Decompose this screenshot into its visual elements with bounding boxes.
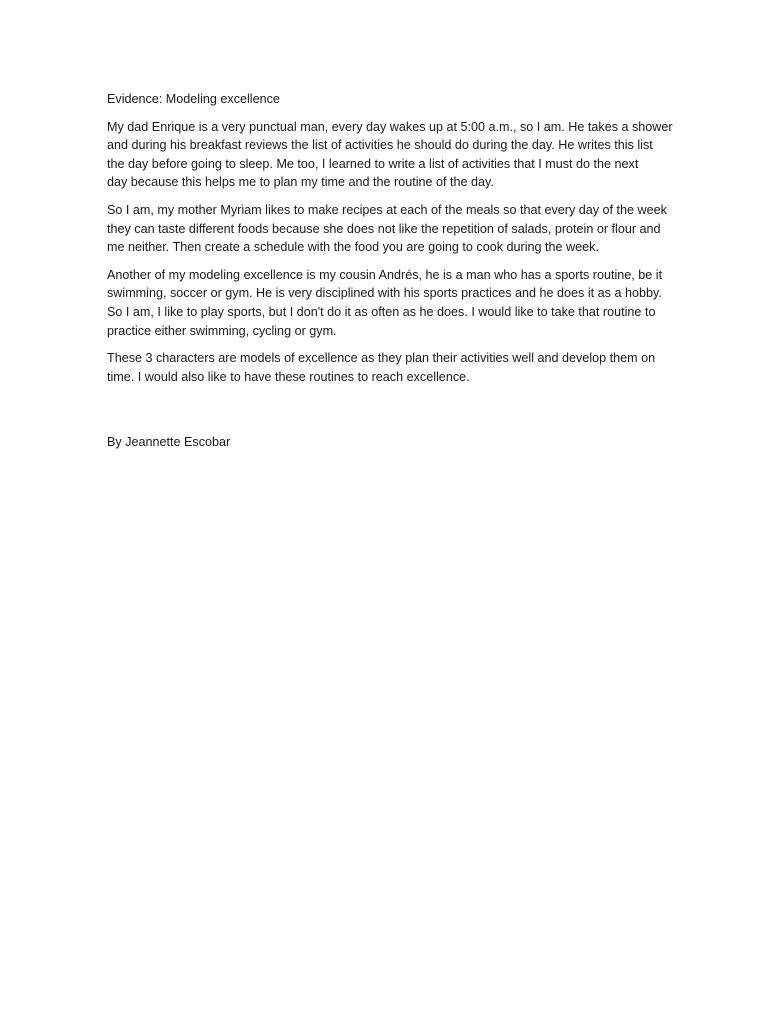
paragraph-line: me neither. Then create a schedule with the food you are going to cook during the week. [107,240,599,255]
paragraph-line: day because this helps me to plan my time and the routine of the day. [107,175,494,190]
paragraph-conclusion [107,349,667,386]
paragraph-line: and during his breakfast reviews the list of activities he should do during the day. He writes this list [107,138,653,153]
paragraph-cousin [107,266,667,340]
document-heading: Evidence: Modeling excellence [107,92,280,106]
author-signature: By Jeannette Escobar [107,435,231,449]
paragraph-line: practice either swimming, cycling or gym. [107,323,337,338]
document-body [107,90,673,395]
paragraph-dad [107,118,673,192]
paragraph-line: Another of my modeling excellence is my cousin Andrés, he is a man who has a sports routine, be it [107,267,663,282]
paragraph-line: the day before going to sleep. Me too, I learned to write a list of activities that I must do the next [107,156,639,171]
paragraph-line: So I am, I like to play sports, but I don't do it as often as he does. I would like to take that routine to [107,304,656,319]
paragraph-line: time. I would also like to have these routines to reach excellence. [107,369,470,384]
paragraph-line: they can taste different foods because she does not like the repetition of salads, protein or flour and [107,221,661,236]
paragraph-line: These 3 characters are models of excellence as they plan their activities well and develop them on [107,351,656,366]
paragraph-mother [107,201,667,257]
paragraph-line: swimming, soccer or gym. He is very disciplined with his sports practices and he does it as a hobby. [107,286,662,301]
paragraph-line: So I am, my mother Myriam likes to make recipes at each of the meals so that every day of the week [107,202,667,217]
paragraph-line: My dad Enrique is a very punctual man, every day wakes up at 5:00 a.m., so I am. He takes a shower [107,119,673,134]
